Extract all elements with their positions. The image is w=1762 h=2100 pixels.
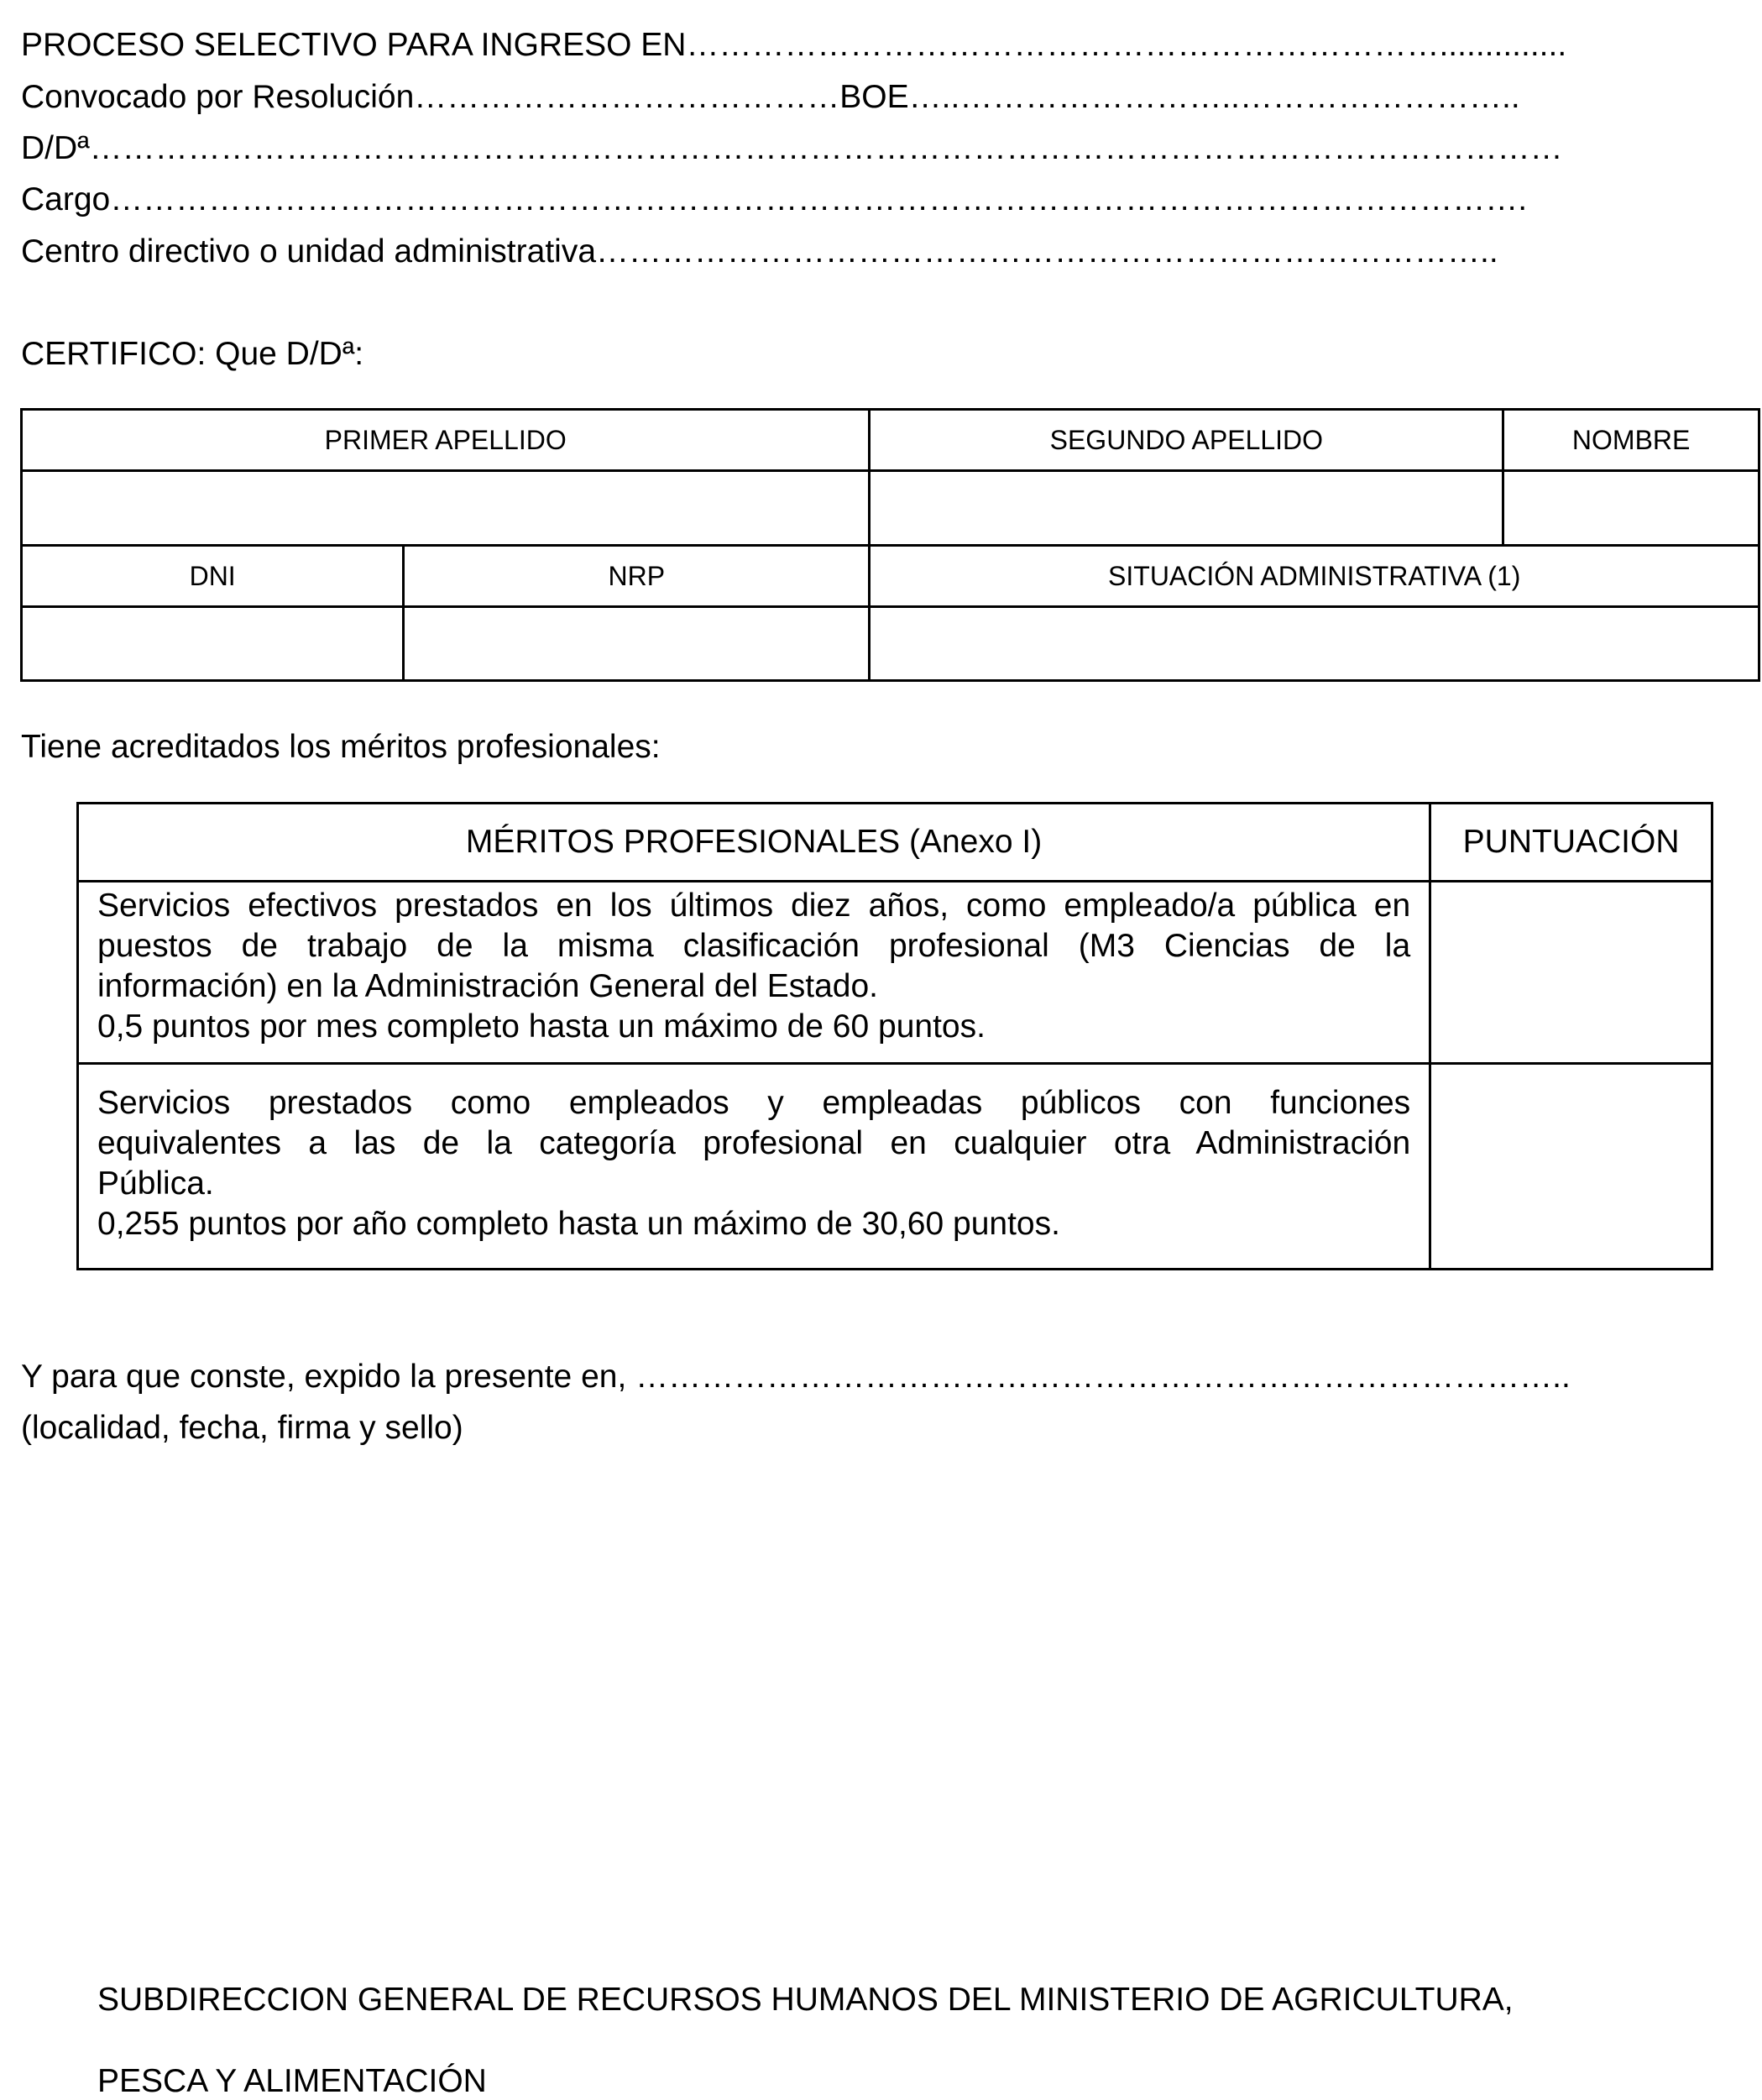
merit-row-1-line-1: Servicios efectivos prestados en los últimos diez años, como empleado/a pública en	[97, 888, 1411, 924]
localidad-note: (localidad, fecha, firma y sello)	[21, 1410, 463, 1446]
conste-line: Y para que conste, expido la presente en, …………………………………………………………………………..	[21, 1359, 1571, 1395]
merit-row-2-score-cell[interactable]	[1430, 1064, 1712, 1270]
proceso-line: PROCESO SELECTIVO PARA INGRESO EN……………………………………………………………..............	[21, 27, 1567, 63]
meritos-header: MÉRITOS PROFESIONALES (Anexo I)	[78, 804, 1430, 882]
convocado-line: Convocado por Resolución…………………………………BOE…..……………………..……………………..	[21, 79, 1520, 115]
nrp-header: NRP	[404, 546, 870, 607]
dni-header: DNI	[22, 546, 404, 607]
merit-row-2-line-3: Pública.	[97, 1165, 214, 1202]
merit-row-1-description	[78, 882, 1430, 1064]
footer-line-1: SUBDIRECCION GENERAL DE RECURSOS HUMANOS DEL MINISTERIO DE AGRICULTURA,	[97, 1982, 1514, 2018]
nombre-cell[interactable]	[1503, 471, 1759, 546]
certifico-label: CERTIFICO: Que D/Dª:	[21, 336, 364, 372]
cargo-line: Cargo………………………………………………………………………………………………………………….	[21, 181, 1528, 217]
primer-apellido-cell[interactable]	[22, 471, 870, 546]
segundo-apellido-header: SEGUNDO APELLIDO	[870, 410, 1503, 471]
primer-apellido-header: PRIMER APELLIDO	[22, 410, 870, 471]
merits-table	[76, 802, 1713, 1270]
merit-row-1-score-cell[interactable]	[1430, 882, 1712, 1064]
nrp-cell[interactable]	[404, 607, 870, 681]
situacion-cell[interactable]	[870, 607, 1759, 681]
tiene-label: Tiene acreditados los méritos profesionales:	[21, 729, 661, 765]
merit-row-1-line-2: puestos de trabajo de la misma clasificación profesional (M3 Ciencias de la	[97, 928, 1411, 964]
merit-row-1-line-4: 0,5 puntos por mes completo hasta un máximo de 60 puntos.	[97, 1008, 986, 1045]
segundo-apellido-cell[interactable]	[870, 471, 1503, 546]
applicant-table	[20, 408, 1760, 682]
nombre-header: NOMBRE	[1503, 410, 1759, 471]
merit-row-2-description	[78, 1064, 1430, 1270]
footer-line-2: PESCA Y ALIMENTACIÓN	[97, 2063, 487, 2099]
puntuacion-header: PUNTUACIÓN	[1430, 804, 1712, 882]
merit-row-2-line-1: Servicios prestados como empleados y empleadas públicos con funciones	[97, 1085, 1411, 1121]
situacion-header: SITUACIÓN ADMINISTRATIVA (1)	[870, 546, 1759, 607]
dni-cell[interactable]	[22, 607, 404, 681]
centro-line: Centro directivo o unidad administrativa………………………………………………………………………..	[21, 233, 1498, 270]
merit-row-1-line-3: información) en la Administración General del Estado.	[97, 968, 878, 1004]
dd-line: D/Dª………………………………………………………………………………………………………………………	[21, 130, 1563, 166]
merit-row-2-line-4: 0,255 puntos por año completo hasta un máximo de 30,60 puntos.	[97, 1206, 1060, 1242]
merit-row-2-line-2: equivalentes a las de la categoría profesional en cualquier otra Administración	[97, 1125, 1411, 1161]
